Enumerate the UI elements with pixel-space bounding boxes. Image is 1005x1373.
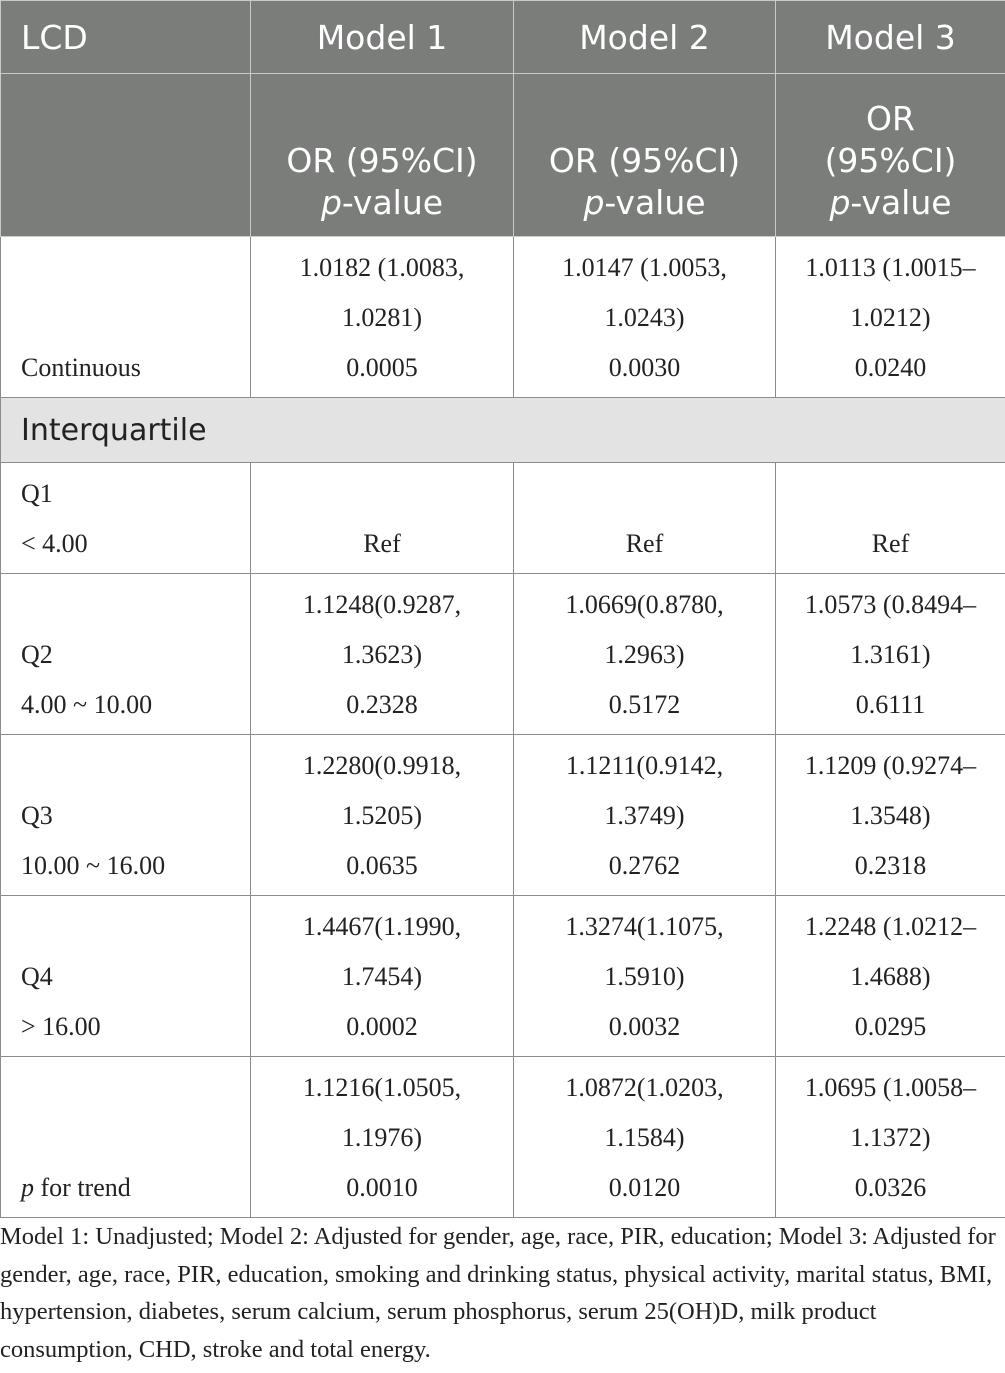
subheader-ci: (95%CI) [824,141,957,180]
cell-model-3: 1.2248 (1.0212– 1.4688) 0.0295 [776,896,1005,1057]
cell-model-3: 1.0573 (0.8494– 1.3161) 0.6111 [776,574,1005,735]
header-model-2: Model 2 [514,1,776,74]
subheader-row [1,74,1005,237]
table-row-q1 [1,463,1005,574]
cell-model-2: 1.0147 (1.0053, 1.0243) 0.0030 [514,237,776,398]
row-label: p for trend [1,1057,251,1218]
section-label: Interquartile [1,398,1005,463]
table-row-p-for-trend [1,1057,1005,1218]
row-label: Q1 < 4.00 [1,463,251,574]
table-row-q3 [1,735,1005,896]
cell-model-1: 1.0182 (1.0083, 1.0281) 0.0005 [251,237,514,398]
cell-model-3: 1.1209 (0.9274– 1.3548) 0.2318 [776,735,1005,896]
subheader-or: OR (95%CI) [286,141,478,180]
cell-model-3: Ref [776,463,1005,574]
subheader-or: OR [866,99,915,138]
cell-model-3: 1.0695 (1.0058– 1.1372) 0.0326 [776,1057,1005,1218]
header-row [1,1,1005,74]
cell-model-1: 1.2280(0.9918, 1.5205) 0.0635 [251,735,514,896]
section-row-interquartile [1,398,1005,463]
cell-model-2: 1.1211(0.9142, 1.3749) 0.2762 [514,735,776,896]
table-row-q2 [1,574,1005,735]
subheader-model-2 [514,74,776,237]
subheader-pvalue: p-value [583,183,706,222]
subheader-empty [1,74,251,237]
table-row-q4 [1,896,1005,1057]
cell-model-2: 1.0669(0.8780, 1.2963) 0.5172 [514,574,776,735]
subheader-pvalue: p-value [320,183,444,222]
header-model-1: Model 1 [251,1,514,74]
row-label: Q4 > 16.00 [1,896,251,1057]
subheader-model-1 [251,74,514,237]
cell-model-3: 1.0113 (1.0015– 1.0212) 0.0240 [776,237,1005,398]
table-footnote: Model 1: Unadjusted; Model 2: Adjusted for gender, age, race, PIR, education; Model 3: Adjusted for gender, age, race, PIR, education, smoking and drinking status, physical activity, marital status, BMI, hypertension, diabetes, serum calcium, serum phosphorus, serum 25(OH)D, milk product consumption, CHD, stroke and total energy. [0,1223,996,1363]
cell-model-1: 1.1216(1.0505, 1.1976) 0.0010 [251,1057,514,1218]
row-label: Q3 10.00 ~ 16.00 [1,735,251,896]
cell-model-1: Ref [251,463,514,574]
row-label: Continuous [1,237,251,398]
header-model-3: Model 3 [776,1,1005,74]
table-row-continuous [1,237,1005,398]
subheader-or: OR (95%CI) [548,141,741,180]
header-lcd: LCD [1,1,251,74]
cell-model-2: 1.3274(1.1075, 1.5910) 0.0032 [514,896,776,1057]
cell-model-1: 1.4467(1.1990, 1.7454) 0.0002 [251,896,514,1057]
subheader-model-3 [776,74,1005,237]
subheader-pvalue: p-value [829,183,952,222]
cell-model-2: 1.0872(1.0203, 1.1584) 0.0120 [514,1057,776,1218]
cell-model-1: 1.1248(0.9287, 1.3623) 0.2328 [251,574,514,735]
cell-model-2: Ref [514,463,776,574]
row-label: Q2 4.00 ~ 10.00 [1,574,251,735]
